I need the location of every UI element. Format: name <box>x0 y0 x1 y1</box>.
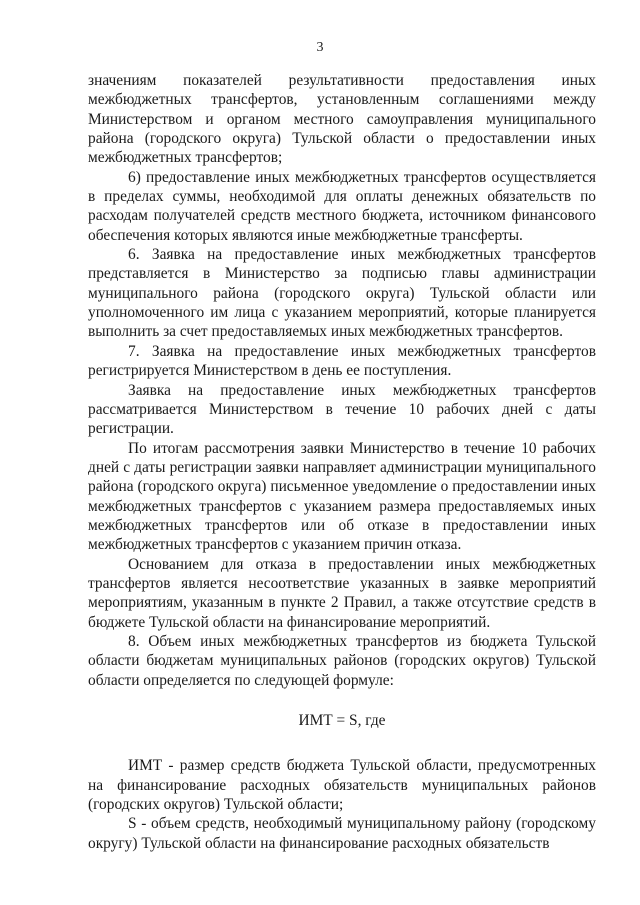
paragraph-review-results: По итогам рассмотрения заявки Министерство в течение 10 рабочих дней с даты регистрации заявки направляет администрации муниципального района (городского округа) письменное уведомление о предоставлении иных межбюджетных трансфертов с указанием размера предоставляемых иных межбюджетных трансфертов или об отказе в предоставлении иных межбюджетных трансфертов с указанием причин отказа. <box>88 439 596 554</box>
paragraph-item-6-subpoint: 6) предоставление иных межбюджетных трансфертов осуществляется в пределах суммы, необходимой для оплаты денежных обязательств по расходам получателей средств местного бюджета, источником финансового обеспечения которых являются иные межбюджетные трансферты. <box>88 168 596 244</box>
document-body <box>88 71 596 853</box>
page-number: 3 <box>316 40 324 55</box>
formula: ИМТ = S, где <box>298 712 386 729</box>
paragraph-refusal-grounds: Основанием для отказа в предоставлении иных межбюджетных трансфертов является несоответствие указанных в заявке мероприятий мероприятиям, указанным в пункте 2 Правил, а также отсутствие средств в бюджете Тульской области на финансирование мероприятий. <box>88 555 596 631</box>
definition-s: S - объем средств, необходимый муниципальному району (городскому округу) Тульской области на финансирование расходных обязательств <box>88 815 596 852</box>
paragraph-review-period: Заявка на предоставление иных межбюджетных трансфертов рассматривается Министерством в течение 10 рабочих дней с даты регистрации. <box>88 381 596 438</box>
paragraph-clause-8: 8. Объем иных межбюджетных трансфертов из бюджета Тульской области бюджетам муниципальных районов (городских округов) Тульской области определяется по следующей формуле: <box>88 632 596 689</box>
paragraph-clause-6: 6. Заявка на предоставление иных межбюджетных трансфертов представляется в Министерство за подписью главы администрации муниципального района (городского округа) Тульской области или уполномоченного им лица с указанием мероприятий, которые планируется выполнить за счет предоставляемых иных межбюджетных трансфертов. <box>88 246 596 341</box>
paragraph-clause-7: 7. Заявка на предоставление иных межбюджетных трансфертов регистрируется Министерством в день ее поступления. <box>88 342 596 380</box>
definition-imt: ИМТ - размер средств бюджета Тульской области, предусмотренных на финансирование расходных обязательств муниципальных районов (городских округов) Тульской области; <box>88 757 596 814</box>
paragraph-continuation: значениям показателей результативности предоставления иных межбюджетных трансфертов, установленным соглашениями между Министерством и органом местного самоуправления муниципального района (городского округа) Тульской области о предоставлении иных межбюджетных трансфертов; <box>88 72 596 167</box>
